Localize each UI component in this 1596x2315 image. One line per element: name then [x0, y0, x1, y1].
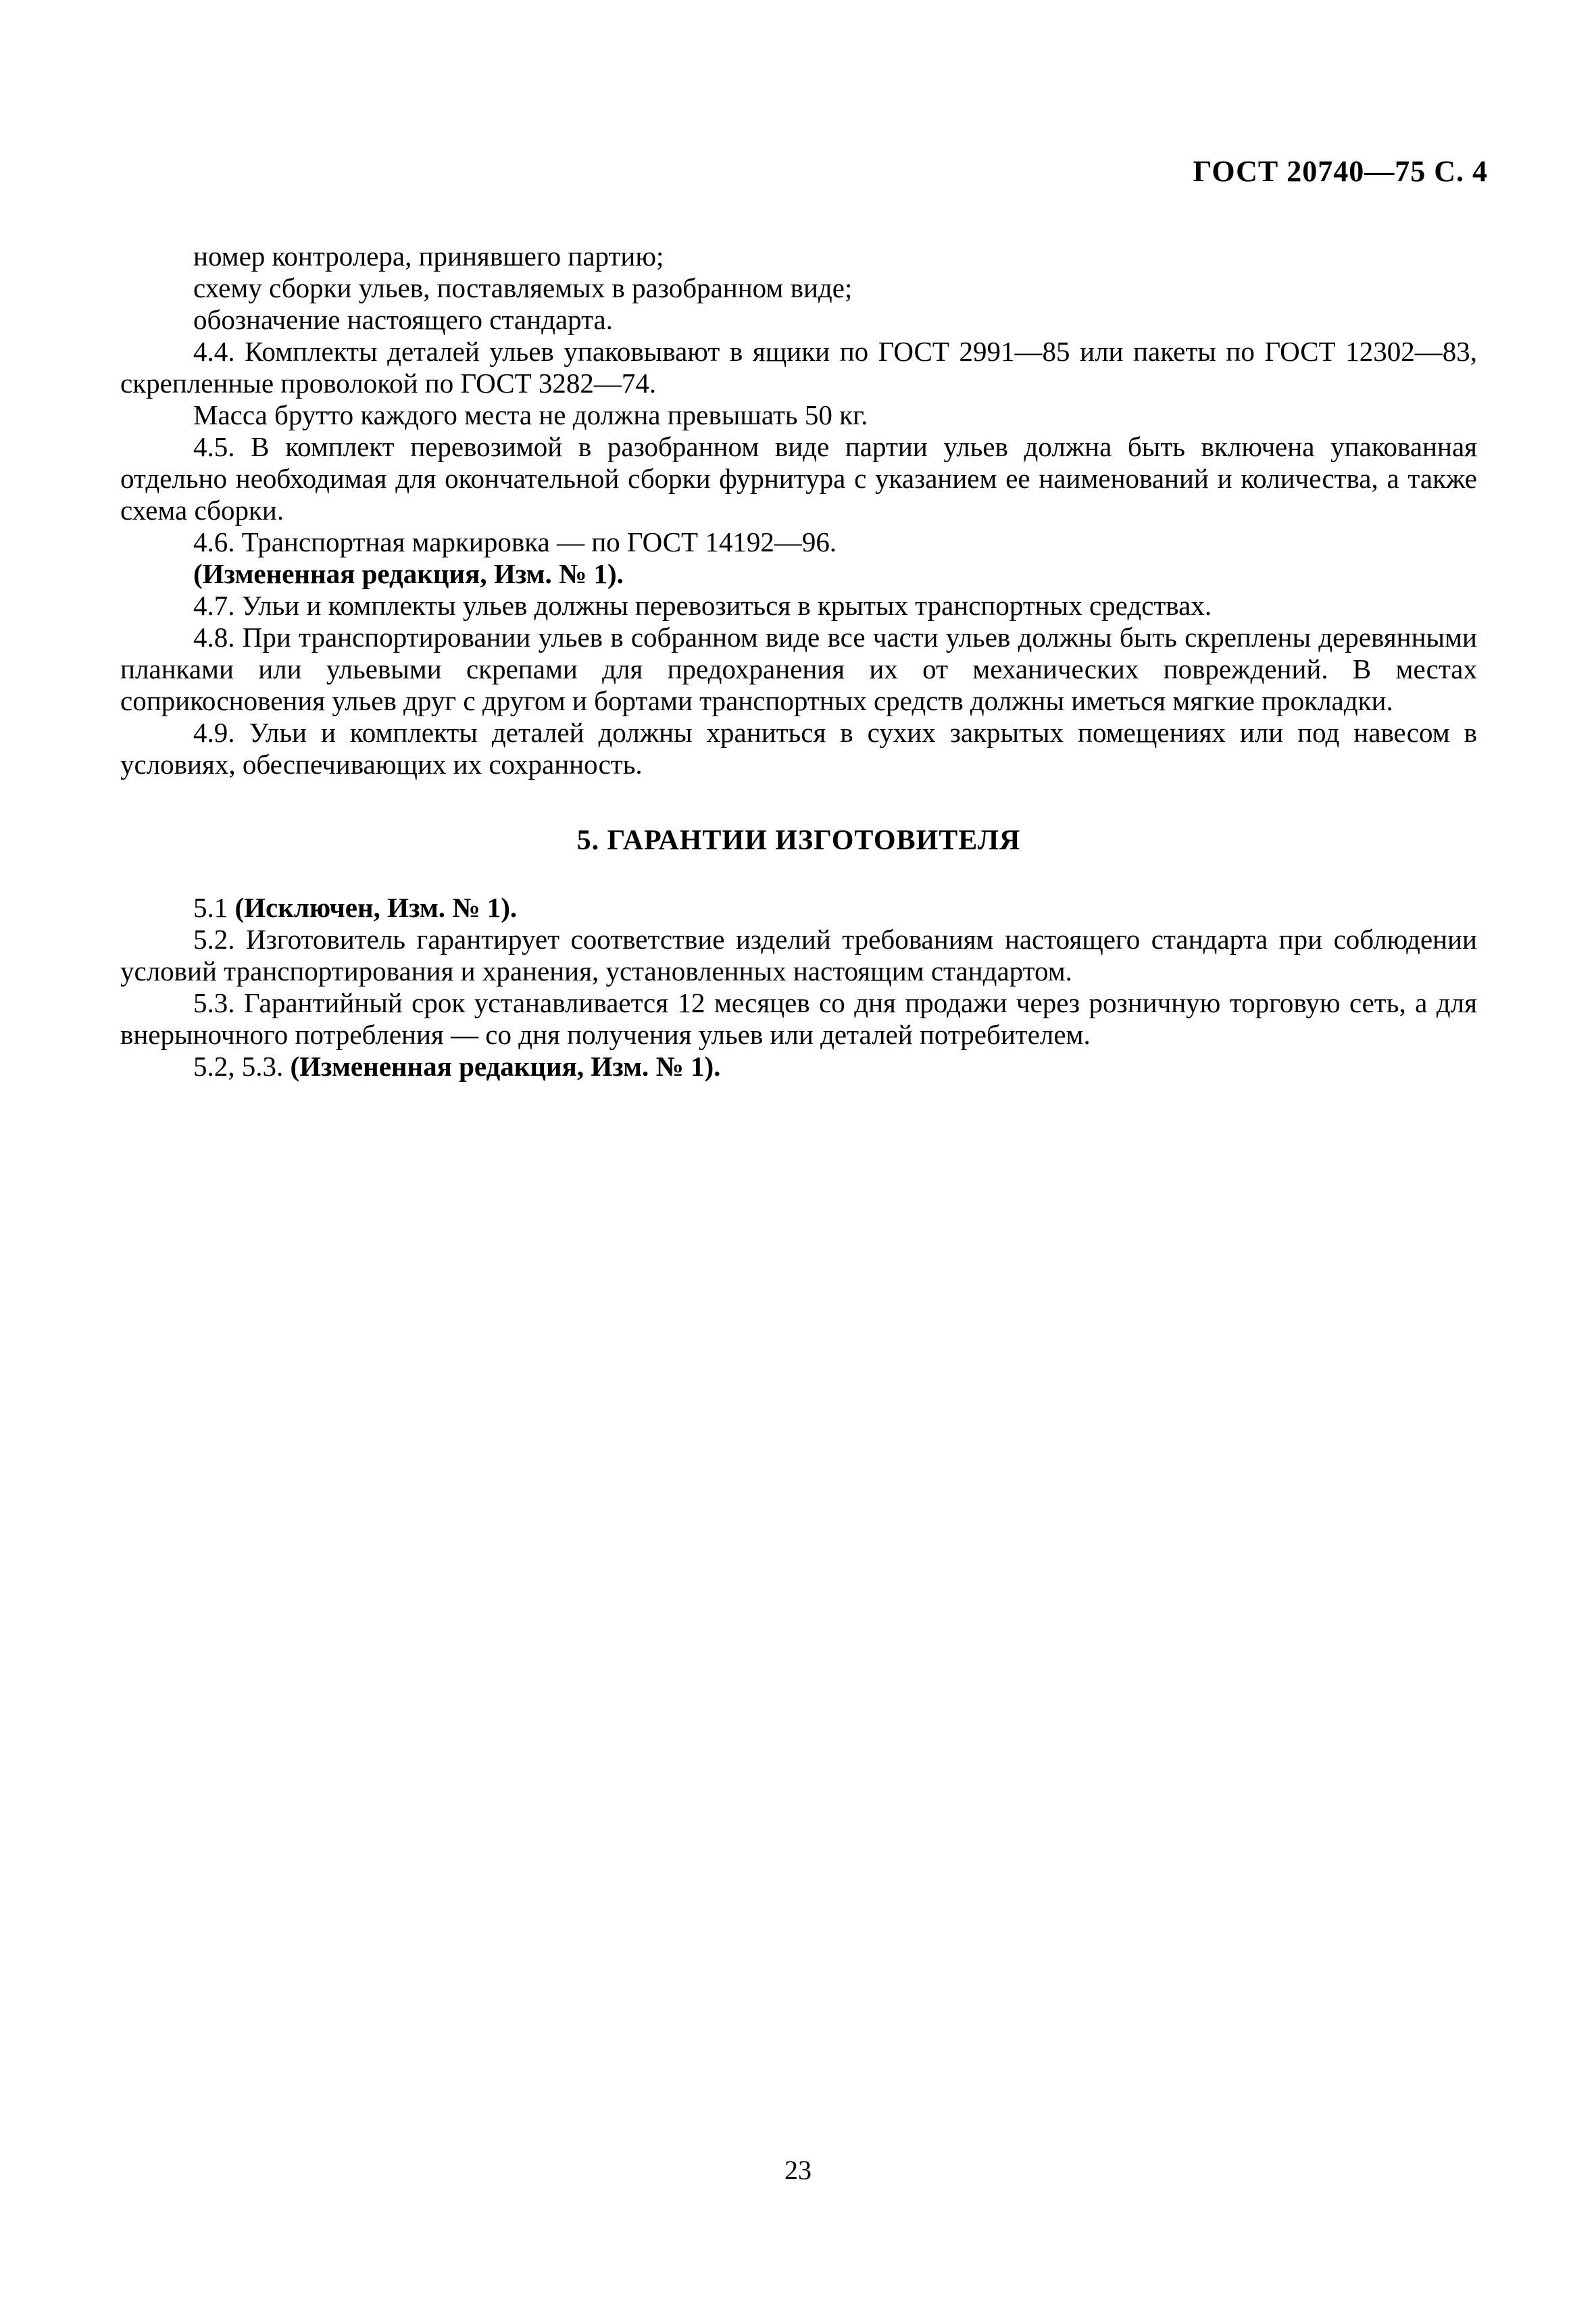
paragraph: номер контролера, принявшего партию; [193, 241, 664, 272]
paragraph: 4.8. При транспортировании ульев в собранном виде все части ульев должны быть скреплены деревянными планками или ульевыми скрепами для предохранения их от механических повреждений. В местах соприкосновения ульев друг с другом и бортами транспортных средств должны иметься мягкие прокладки. [120, 622, 1477, 716]
amendment-note: (Исключен, Изм. № 1). [234, 892, 518, 923]
paragraph: 4.4. Комплекты деталей ульев упаковывают в ящики по ГОСТ 2991—85 или пакеты по ГОСТ 12302—83, скрепленные проволокой по ГОСТ 3282—74. [120, 336, 1477, 399]
paragraph: схему сборки ульев, поставляемых в разобранном виде; [193, 272, 853, 303]
paragraph: 4.7. Ульи и комплекты ульев должны перевозиться в крытых транспортных средствах. [193, 590, 1212, 621]
paragraph-5-2: 5.2. Изготовитель гарантирует соответствие изделий требованиям настоящего стандарта при соблюдении условий транспортирования и хранения, установленных настоящим стандартом. [120, 924, 1477, 987]
document-body [120, 241, 1477, 1082]
section-title: 5. ГАРАНТИИ ИЗГОТОВИТЕЛЯ [576, 825, 1021, 856]
section-5-body [120, 892, 1477, 1082]
amendment-note: (Измененная редакция, Изм. № 1). [193, 558, 624, 589]
page-number: 23 [784, 2155, 812, 2185]
paragraph-5-3: 5.3. Гарантийный срок устанавливается 12 месяцев со дня продажи через розничную торговую сеть, а для внерыночного потребления — со дня получения ульев или деталей потребителем. [120, 987, 1477, 1050]
amendment-note: (Измененная редакция, Изм. № 1). [290, 1051, 721, 1082]
paragraph: 4.9. Ульи и комплекты деталей должны храниться в сухих закрытых помещениях или под навесом в условиях, обеспечивающих их сохранность. [120, 717, 1477, 780]
paragraph: 4.6. Транспортная маркировка — по ГОСТ 14192—96. [193, 526, 837, 557]
paragraph: Масса брутто каждого места не должна превышать 50 кг. [193, 399, 868, 430]
paragraph-number: 5.1 [193, 892, 235, 923]
paragraph-number: 5.2, 5.3. [193, 1051, 291, 1082]
paragraph-5-1 [120, 892, 1477, 924]
paragraph: 4.5. В комплект перевозимой в разобранном виде партии ульев должна быть включена упакованная отдельно необходимая для окончательной сборки фурнитура с указанием ее наименований и количества, а также схема сборки. [120, 431, 1477, 526]
page-header: ГОСТ 20740—75 С. 4 [1193, 155, 1488, 188]
section-4-continuation [120, 241, 1477, 780]
paragraph-5-2-5-3-note [120, 1051, 1477, 1082]
paragraph: обозначение настоящего стандарта. [193, 304, 613, 335]
